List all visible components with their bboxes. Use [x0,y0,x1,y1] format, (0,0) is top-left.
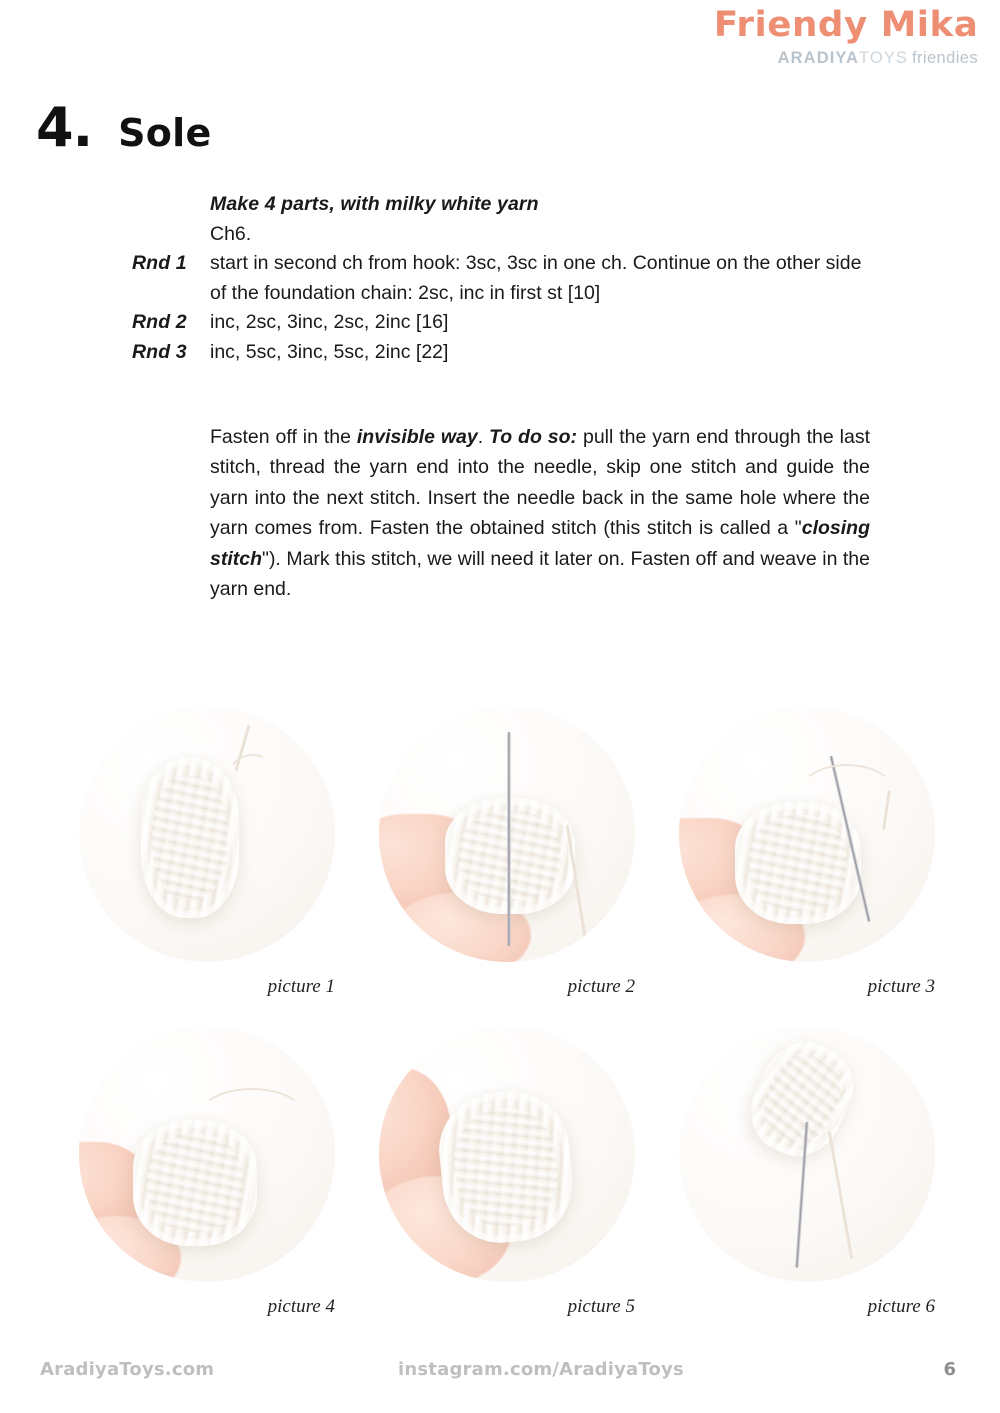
footer-website[interactable]: AradiyaToys.com [40,1359,215,1380]
tutorial-photo-grid [0,706,1000,1346]
pattern-starting-chain: Ch6. [210,222,252,245]
page-title [36,96,212,159]
fasten-text-4: "). Mark this stitch, we will need it later on. Fasten off and weave in the yarn end. [210,547,870,600]
fasten-off-paragraph [210,422,870,605]
tutorial-photo-5 [379,1026,635,1282]
brand-subtitle-toys: TOYS [859,49,909,67]
photo-cell-6 [679,1026,935,1318]
yarn-loop-curve [797,764,897,828]
round-text: inc, 2sc, 3inc, 2sc, 2inc [16] [210,311,449,333]
fasten-emphasis-invisible-way: invisible way [356,425,478,448]
tutorial-photo-2 [379,706,635,962]
photo-cell-2 [379,706,635,998]
photo-caption: picture 3 [867,976,935,997]
fasten-text-2: . [477,425,490,448]
round-label: Rnd 1 [132,252,187,274]
photo-caption: picture 5 [567,1296,635,1317]
round-row [132,308,874,338]
footer-page-number: 6 [943,1359,956,1380]
page-footer [0,1359,1000,1385]
pattern-lead: Make 4 parts, with milky white yarn [210,193,539,215]
brand-title: Friendy Mika [713,5,978,45]
photo-caption: picture 1 [267,976,335,997]
brand-subtitle-aradiya: ARADIYA [777,49,859,67]
photo-cell-5 [379,1026,635,1318]
photo-row-2 [0,1026,1000,1346]
photo-cell-1 [79,706,335,998]
needle [507,732,511,946]
photo-caption: picture 6 [867,1296,935,1317]
fasten-emphasis-closing-stitch: closing stitch [210,517,870,570]
section-title: Sole [118,111,212,155]
fasten-emphasis-to-do-so: To do so: [489,425,578,448]
crochet-sole-shape [141,758,239,918]
section-number: 4. [36,96,93,159]
yarn-curve [197,1088,307,1148]
photo-caption: picture 2 [567,976,635,997]
round-row [132,338,874,368]
round-label: Rnd 3 [132,340,187,363]
pattern-instructions [132,190,874,367]
tutorial-photo-1 [79,706,335,962]
fasten-text-3: pull the yarn end through the last stitch, thread the yarn end into the needle, skip one stitch and guide the yarn into the next stitch. Insert the needle back in the same hole where the yarn comes from. Fasten the obtained stitch (this stitch is called a " [210,425,870,539]
round-row [132,249,874,308]
photo-cell-3 [679,706,935,998]
tutorial-photo-6 [679,1026,935,1282]
brand-subtitle-friendies: friendies [912,49,978,67]
photo-caption: picture 4 [267,1296,335,1317]
tutorial-photo-4 [79,1026,335,1282]
tutorial-photo-3 [679,706,935,962]
round-text: inc, 5sc, 3inc, 5sc, 2inc [22] [210,340,449,363]
photo-row-1 [0,706,1000,1026]
brand-header [713,5,978,67]
fasten-text-1: Fasten off in the [210,425,357,448]
photo-cell-4 [79,1026,335,1318]
footer-instagram[interactable]: instagram.com/AradiyaToys [398,1359,684,1380]
round-text: start in second ch from hook: 3sc, 3sc in one ch. Continue on the other side of the foundation chain: 2sc, inc in first st [10] [210,252,862,304]
round-label: Rnd 2 [132,311,187,333]
brand-subtitle [719,50,978,67]
